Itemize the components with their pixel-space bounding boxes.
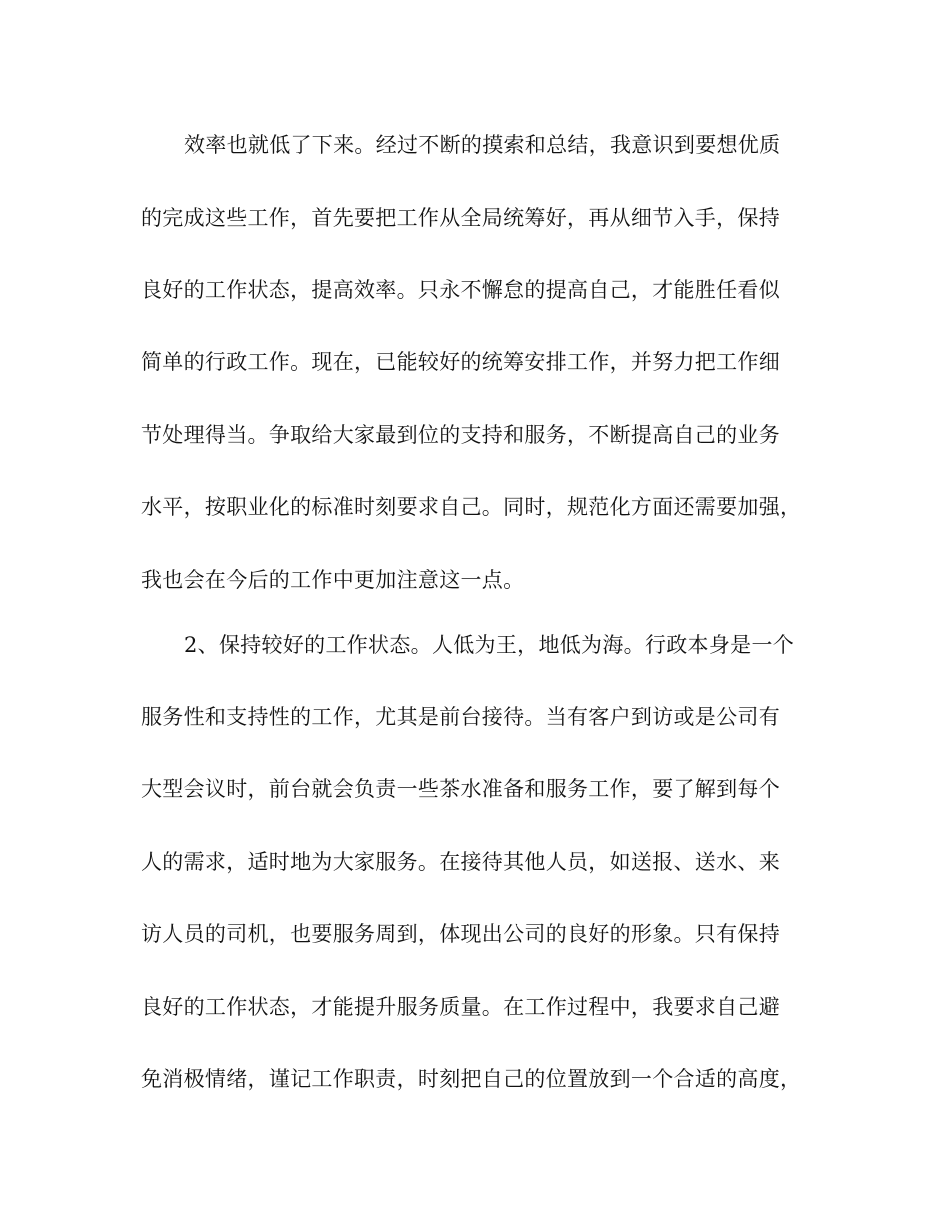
- text-line: 大型会议时，前台就会负责一些茶水准备和服务工作，要了解到每个: [141, 777, 780, 801]
- text-line: 效率也就低了下来。经过不断的摸索和总结，我意识到要想优质: [184, 133, 781, 157]
- text-line: 水平，按职业化的标准时刻要求自己。同时，规范化方面还需要加强，: [141, 495, 802, 519]
- text-line: 人的需求，适时地为大家服务。在接待其他人员，如送报、送水、来: [141, 850, 780, 874]
- text-line: 的完成这些工作，首先要把工作从全局统筹好，再从细节入手，保持: [141, 206, 780, 230]
- text-line: 良好的工作状态，提高效率。只永不懈怠的提高自己，才能胜任看似: [141, 278, 780, 302]
- text-line: 良好的工作状态，才能提升服务质量。在工作过程中，我要求自己避: [141, 995, 780, 1019]
- text-line: 节处理得当。争取给大家最到位的支持和服务，不断提高自己的业务: [141, 423, 780, 447]
- paragraph-start-line: 2、保持较好的工作状态。人低为王，地低为海。行政本身是一个: [184, 633, 795, 657]
- text-line: 免消极情绪，谨记工作职责，时刻把自己的位置放到一个合适的高度，: [141, 1067, 802, 1091]
- text-line: 简单的行政工作。现在，已能较好的统筹安排工作，并努力把工作细: [141, 350, 780, 374]
- text-line: 访人员的司机，也要服务周到，体现出公司的良好的形象。只有保持: [141, 922, 780, 946]
- text-line: 我也会在今后的工作中更加注意这一点。: [141, 568, 525, 592]
- text-line: 服务性和支持性的工作，尤其是前台接待。当有客户到访或是公司有: [141, 705, 780, 729]
